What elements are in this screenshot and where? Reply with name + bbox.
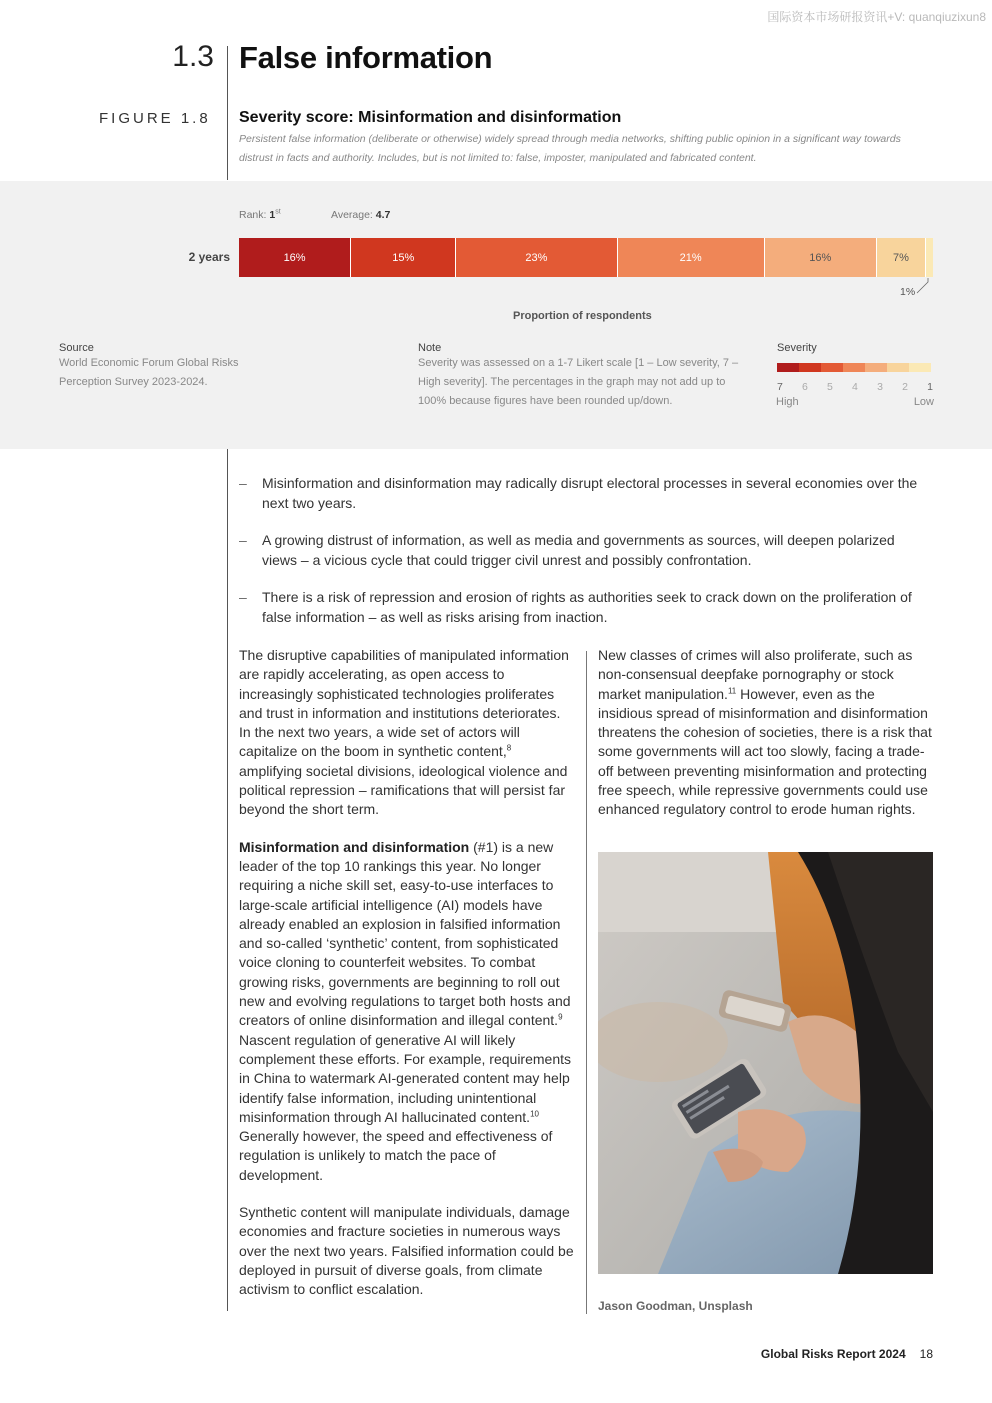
bar-segment-severity-6 — [351, 238, 456, 277]
body-column-right — [598, 646, 933, 838]
legend-swatch-2 — [887, 363, 909, 372]
report-title: Global Risks Report 2024 — [760, 1347, 906, 1361]
paragraph: Synthetic content will manipulate individuals, damage economies and fracture societies in numerous ways over the next two years. Falsified information could be deployed in pursuit of diverse goals, from climate activism to conflict escalation. — [239, 1204, 574, 1298]
severity-legend-scale — [777, 381, 933, 393]
list-item-text: Misinformation and disinformation may radically disrupt electoral processes in several economies over the next two years. — [262, 475, 918, 511]
bar-segment-severity-1 — [926, 238, 933, 277]
legend-swatch-4 — [843, 363, 865, 372]
bar-segment-severity-4 — [618, 238, 765, 277]
stacked-bar-chart — [239, 238, 933, 277]
figure-label: FIGURE 1.8 — [99, 110, 211, 127]
text-run: New classes of crimes will also proliferate, such as non-consensual deepfake pornography or stock market manipulation. — [598, 647, 913, 702]
data-label: 23% — [525, 251, 548, 264]
list-item-text: There is a risk of repression and erosion of rights as authorities seek to crack down on the proliferation of false information – as well as risks arising from inaction. — [262, 589, 912, 625]
severity-legend — [777, 363, 931, 372]
legend-value-2: 2 — [902, 381, 908, 393]
text-run: (#1) is a new leader of the top 10 rankings this year. No longer requiring a niche skill set, easy-to-use interfaces to large-scale artificial intelligence (AI) models have already enabled an explosion in falsified information and so-called ‘synthetic’ content, from sophisticated voice cloning to counterfeit websites. To combat growing risks, governments are beginning to roll out new and evolving regulations to target both hosts and creators of online disinformation and illegal content. — [239, 838, 571, 1029]
page-number: 18 — [919, 1347, 933, 1361]
footnote-ref[interactable]: 8 — [506, 743, 512, 753]
rank-label-text: Rank: — [239, 209, 270, 221]
list-item — [239, 588, 929, 627]
legend-swatch-3 — [865, 363, 887, 372]
footnote-ref[interactable]: 9 — [558, 1012, 563, 1022]
rank-suffix: st — [275, 208, 281, 216]
bar-category-label: 2 years — [188, 250, 230, 264]
list-item — [239, 474, 929, 513]
photo-people-using-phones — [598, 852, 933, 1274]
section-number: 1.3 — [172, 40, 214, 73]
legend-value-7: 7 — [777, 381, 783, 393]
paragraph — [239, 646, 574, 820]
rank-label — [239, 209, 281, 221]
data-label: 16% — [283, 251, 306, 264]
rank-value: 1 — [269, 209, 276, 221]
list-item — [239, 531, 929, 570]
data-label: 7% — [892, 251, 909, 264]
average-value: 4.7 — [375, 209, 391, 221]
bar-segment-severity-3 — [765, 238, 877, 277]
risk-name: Misinformation and disinformation — [239, 838, 470, 855]
severity-legend-ends — [776, 396, 934, 408]
text-run: The disruptive capabilities of manipulated information are rapidly accelerating, as open access to increasingly sophisticated technologies proliferates and trust in information and institutions deteriorates. In the next two years, a wide set of actors will capitalize on the boom in synthetic content, — [239, 647, 569, 760]
body-column-left — [239, 646, 574, 1318]
figure-title: Severity score: Misinformation and disinformation — [239, 109, 622, 126]
bar-segment-severity-7 — [239, 238, 351, 277]
text-run: However, even as the insidious spread of misinformation and disinformation threatens the cohesion of societies, there is a risk that some governments will act too slowly, facing a trade-off between preventing misinformation and protecting free speech, while repressive governments could use enhanced regulatory control to erode human rights. — [598, 685, 932, 818]
legend-swatch-5 — [821, 363, 843, 372]
photo-credit: Jason Goodman, Unsplash — [598, 1299, 753, 1313]
text-run: Nascent regulation of generative AI will likely complement these efforts. For example, requirements in China to watermark AI-generated content may help identify false information, including unintentional misinformation through AI hallucinated content. — [239, 1031, 572, 1125]
note-block — [418, 342, 748, 411]
text-run: amplifying societal divisions, ideological violence and political repression – ramifications that will persist far beyond the short term. — [239, 762, 568, 818]
figure-description: Persistent false information (deliberate or otherwise) widely spread through media networks, shifting public opinion in a significant way towards distrust in facts and authority. Includes, but is not limited to: false, imposter, manipulated and fabricated content. — [239, 133, 901, 164]
note-text: Severity was assessed on a 1-7 Likert scale [1 – Low severity, 7 – High severity]. The percentages in the graph may not add up to 100% because figures have been rounded up/down. — [418, 357, 739, 407]
average-label — [331, 209, 390, 221]
footnote-ref[interactable]: 10 — [530, 1109, 539, 1119]
legend-swatch-6 — [799, 363, 821, 372]
data-label: 15% — [392, 251, 415, 264]
legend-value-3: 3 — [877, 381, 883, 393]
source-heading: Source — [59, 342, 94, 354]
key-points-list — [239, 474, 929, 645]
paragraph — [598, 646, 933, 820]
dash-marker: – — [239, 532, 247, 548]
source-block — [59, 342, 279, 392]
severity-high-label: High — [776, 396, 799, 408]
x-axis-label: Proportion of respondents — [513, 310, 652, 322]
dash-marker: – — [239, 475, 247, 491]
paragraph — [239, 838, 574, 1185]
severity-heading: Severity — [777, 342, 817, 354]
data-label: 21% — [679, 251, 702, 264]
column-divider — [586, 651, 587, 1314]
page-footer — [761, 1347, 933, 1361]
legend-swatch-1 — [909, 363, 931, 372]
data-label-1pct: 1% — [900, 286, 916, 298]
bar-segment-severity-5 — [456, 238, 617, 277]
legend-swatch-7 — [777, 363, 799, 372]
severity-low-label: Low — [913, 396, 934, 408]
divider — [227, 46, 228, 180]
footnote-ref[interactable]: 11 — [727, 685, 737, 695]
legend-value-4: 4 — [852, 381, 858, 393]
source-text: World Economic Forum Global Risks Perception Survey 2023-2024. — [59, 357, 239, 388]
list-item-text: A growing distrust of information, as well as media and governments as sources, will deepen polarized views – a vicious cycle that could trigger civil unrest and possibly confrontation. — [262, 532, 895, 568]
text-run: Generally however, the speed and effectiveness of regulation is unlikely to match the pace of development. — [239, 1128, 553, 1183]
average-label-text: Average: — [331, 209, 376, 221]
page-title: False information — [239, 40, 493, 75]
divider — [227, 449, 228, 1311]
legend-value-5: 5 — [827, 381, 833, 393]
note-heading: Note — [418, 342, 442, 354]
data-label: 16% — [809, 251, 832, 264]
watermark-text: 国际资本市场研报资讯+V: quanqiuzixun8 — [767, 10, 986, 24]
legend-value-1: 1 — [927, 381, 933, 393]
bar-segment-severity-2 — [877, 238, 926, 277]
legend-value-6: 6 — [802, 381, 808, 393]
leader-line — [914, 278, 934, 298]
dash-marker: – — [239, 589, 247, 605]
